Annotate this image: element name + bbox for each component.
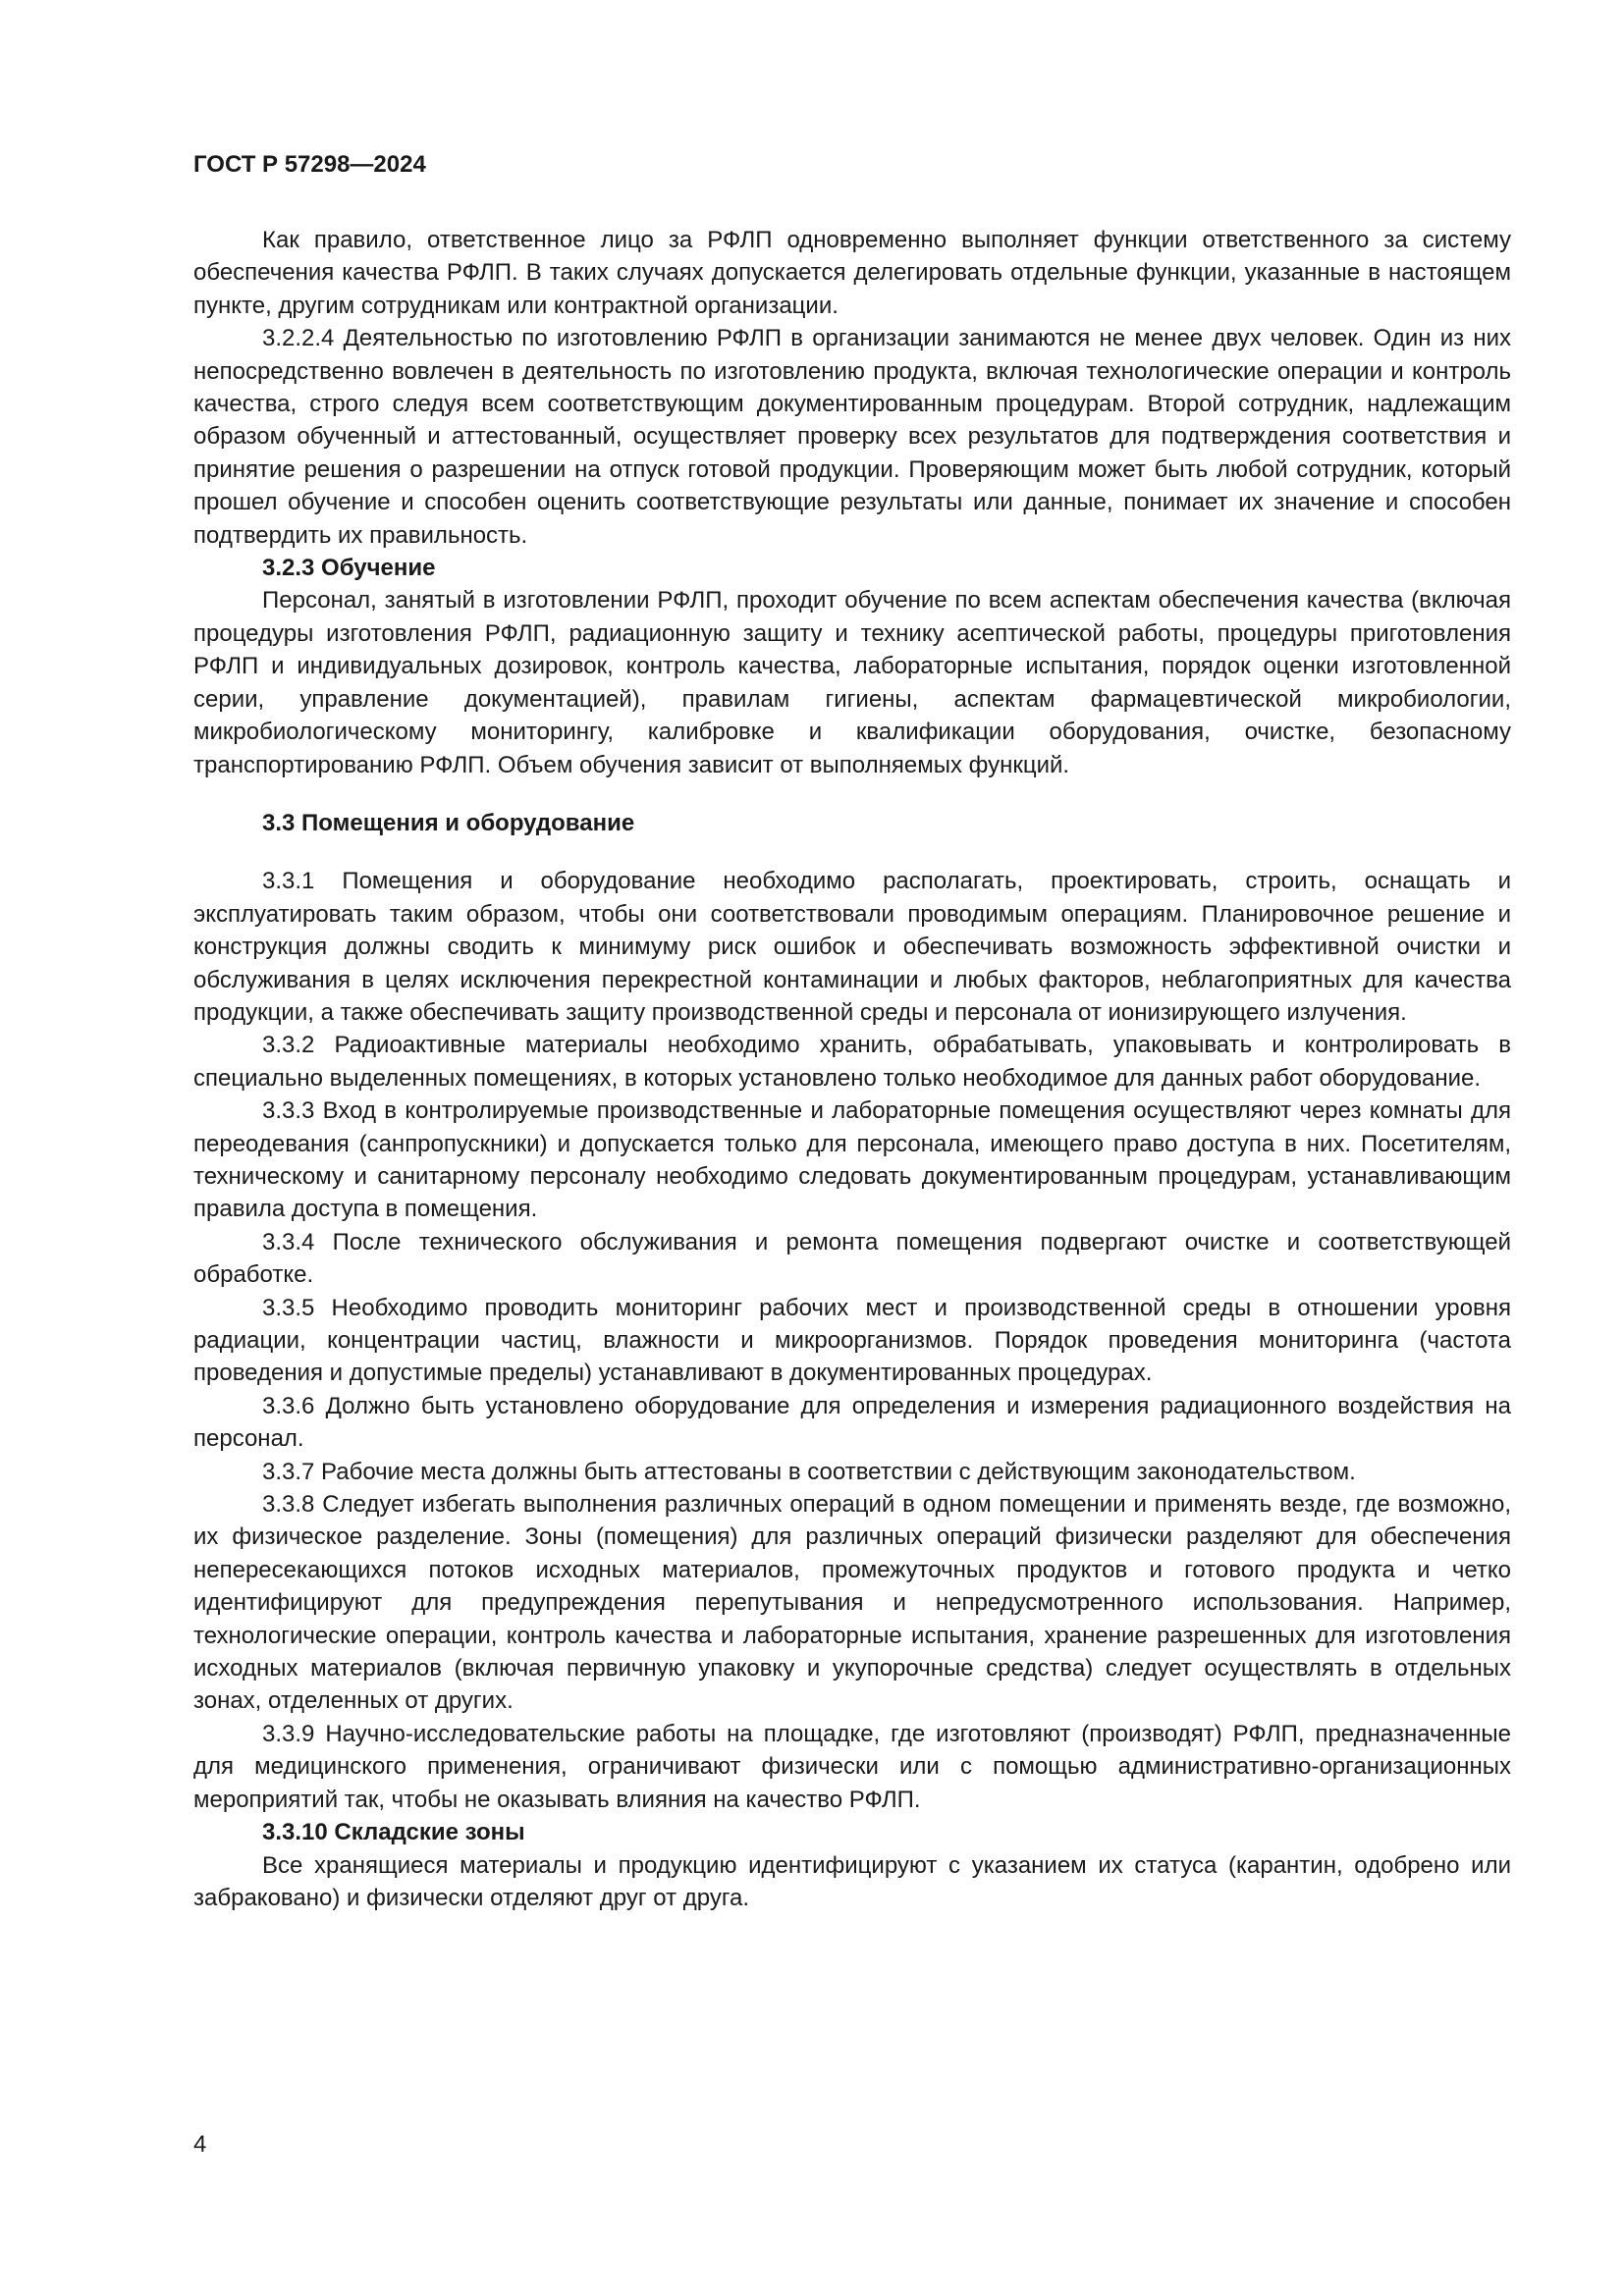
heading-3-2-3-training: 3.2.3 Обучение (262, 555, 436, 582)
paragraph-3-3-1: 3.3.1 Помещения и оборудование необходимо располагать, проектировать, строить, оснащать и эксплуатировать таким образом, чтобы они соответствовали проводимым операциям. Планировочное решение и конструкция должны сводить к минимуму риск ошибок и обеспечивать возможность эффективной очистки и обслуживания в целях исключения перекрестной контаминации и любых факторов, неблагоприятных для качества продукции, а также обеспечивать защиту производственной среды и персонала от ионизирующего излучения. (193, 868, 1511, 1026)
paragraph-3-3-8: 3.3.8 Следует избегать выполнения различных операций в одном помещении и применять везде, где возможно, их физическое разделение. Зоны (помещения) для различных операций физически разделяют для обеспечения непересекающихся потоков исходных материалов, промежуточных продуктов и готового продукта и четко идентифицируют для предупреждения перепутывания и непредусмотренного использования. Например, технологические операции, контроль качества и лабораторные испытания, хранение разрешенных для изготовления исходных материалов (включая первичную упаковку и укупорочные средства) следует осуществлять в отдельных зонах, отделенных от других. (193, 1491, 1511, 1715)
document-code-header: ГОСТ Р 57298—2024 (193, 151, 426, 178)
heading-3-3-10-storage-areas: 3.3.10 Складские зоны (262, 1819, 525, 1846)
heading-3-3-premises-equipment: 3.3 Помещения и оборудование (262, 809, 635, 836)
paragraph-3-3-3: 3.3.3 Вход в контролируемые производственные и лабораторные помещения осуществляют через комнаты для переодевания (санпропускники) и допускается только для персонала, имеющего право доступа в них. Посетителям, техническому и санитарному персоналу необходимо следовать документированным процедурам, устанавливающим правила доступа в помещения. (193, 1097, 1511, 1223)
document-body (193, 224, 1511, 1914)
paragraph-3-3-6: 3.3.6 Должно быть установлено оборудование для определения и измерения радиационного воздействия на персонал. (193, 1392, 1511, 1453)
page-number: 4 (193, 2131, 207, 2158)
paragraph-3-3-10: Все хранящиеся материалы и продукцию идентифицируют с указанием их статуса (карантин, одобрено или забраковано) и физически отделяют друг от друга. (193, 1851, 1511, 1911)
paragraph-3-2-2-4: 3.2.2.4 Деятельностью по изготовлению РФЛП в организации занимаются не менее двух человек. Один из них непосредственно вовлечен в деятельность по изготовлению продукта, включая технологические операции и контроль качества, строго следуя всем соответствующим документированным процедурам. Второй сотрудник, надлежащим образом обученный и аттестованный, осуществляет проверку всех результатов для подтверждения соответствия и принятие решения о разрешении на отпуск готовой продукции. Проверяющим может быть любой сотрудник, который прошел обучение и способен оценить соответствующие результаты или данные, понимает их значение и способен подтвердить их правильность. (193, 325, 1511, 549)
paragraph-3-3-5: 3.3.5 Необходимо проводить мониторинг рабочих мест и производственной среды в отношении уровня радиации, концентрации частиц, влажности и микроорганизмов. Порядок проведения мониторинга (частота проведения и допустимые пределы) устанавливают в документированных процедурах. (193, 1294, 1511, 1387)
paragraph-3-3-2: 3.3.2 Радиоактивные материалы необходимо хранить, обрабатывать, упаковывать и контролировать в специально выделенных помещениях, в которых установлено только необходимое для данных работ оборудование. (193, 1032, 1511, 1092)
paragraph-training: Персонал, занятый в изготовлении РФЛП, проходит обучение по всем аспектам обеспечения качества (включая процедуры изготовления РФЛП, радиационную защиту и технику асептической работы, процедуры приготовления РФЛП и индивидуальных дозировок, контроль качества, лабораторные испытания, порядок оценки изготовленной серии, управление документацией), правилам гигиены, аспектам фармацевтической микробиологии, микробиологическому мониторингу, калибровке и квалификации оборудования, очистке, безопасному транспортированию РФЛП. Объем обучения зависит от выполняемых функций. (193, 587, 1511, 778)
paragraph-3-3-7: 3.3.7 Рабочие места должны быть аттестованы в соответствии с действующим законодательством. (262, 1458, 1356, 1485)
paragraph-3-3-4: 3.3.4 После технического обслуживания и ремонта помещения подвергают очистке и соответствующей обработке. (193, 1228, 1511, 1289)
paragraph-responsible-person: Как правило, ответственное лицо за РФЛП одновременно выполняет функции ответственного за систему обеспечения качества РФЛП. В таких случаях допускается делегировать отдельные функции, указанные в настоящем пункте, другим сотрудникам или контрактной организации. (193, 227, 1511, 319)
paragraph-3-3-9: 3.3.9 Научно-исследовательские работы на площадке, где изготовляют (производят) РФЛП, предназначенные для медицинского применения, ограничивают физически или с помощью административно-организационных мероприятий так, чтобы не оказывать влияния на качество РФЛП. (193, 1720, 1511, 1813)
